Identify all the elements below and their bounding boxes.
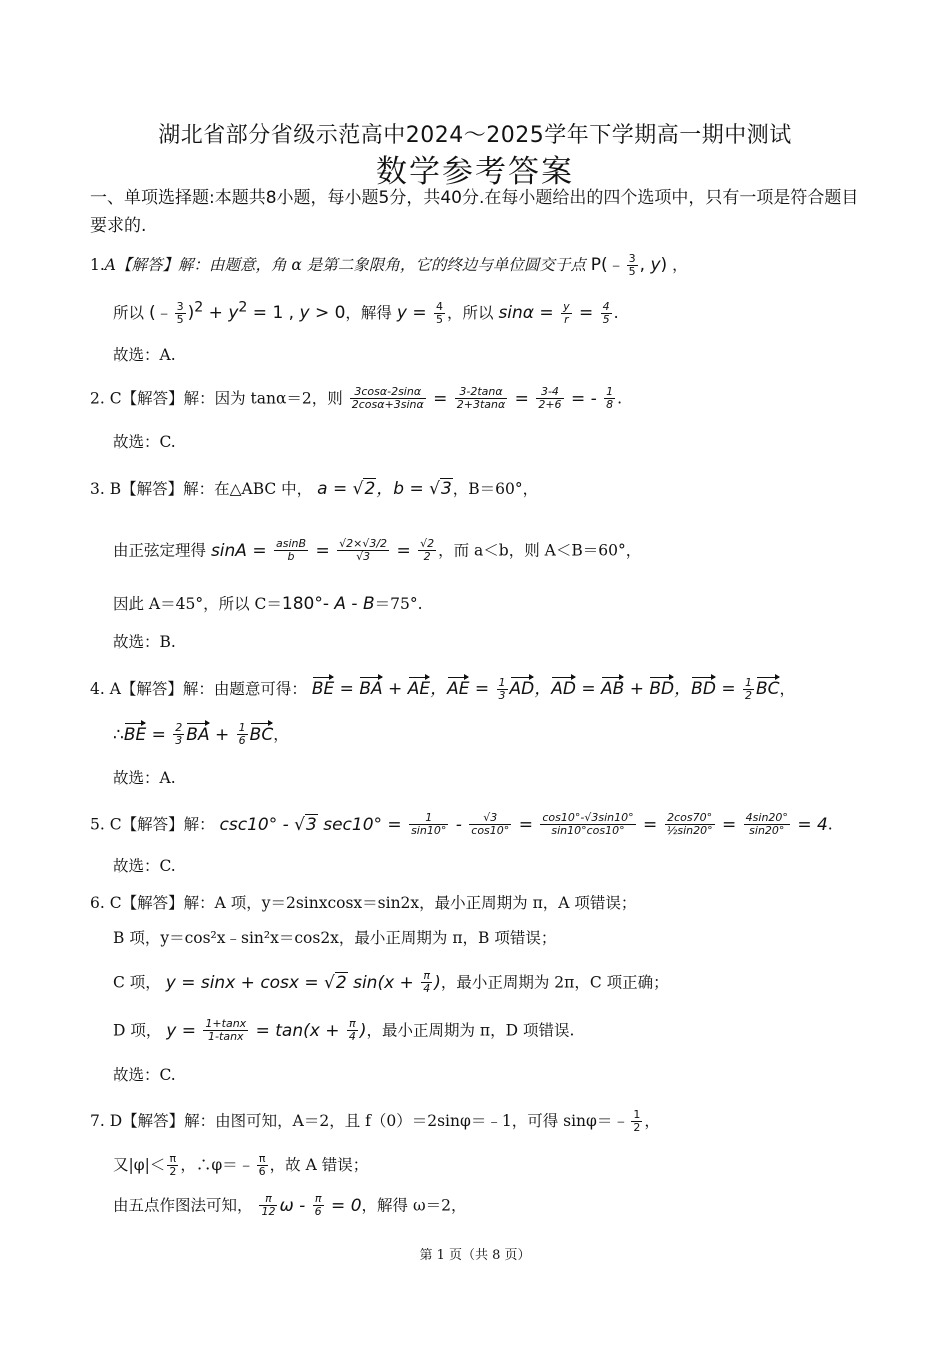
q5-line1: 5. C【解答】解： csc10° - √3 sec10° = $\frac{1}{\sin 10^\circ}$ - $\frac{√3}{\cos 10^\circ}$ = $\frac{\cos 10^\circ-√3\sin 10^\circ}{\sin 10^\circ\cos 10^\circ}$ = $\frac{2\cos 70^\circ}{\text{½sin20°}}$ = $\frac{4\sin 20^\circ}{\sin 20^\circ}$ = 4.: [90, 811, 833, 837]
q4-line2: ∴BE = $\frac{2}{3}$ BA + $\frac{1}{6}$ BC，: [113, 721, 289, 747]
q7-line1: 7. D【解答】解：由图可知，A＝2，且 f（0）＝2sinφ＝﹣1，可得 sinφ＝﹣ $\frac{1}{2}$ ，: [90, 1107, 660, 1134]
q7-line2: 又|φ|＜ $\frac{\pi}{2}$ ，∴φ＝﹣ $\frac{\pi}{6}$ ，故 A 错误；: [113, 1151, 369, 1178]
q1-answer: 故选：A.: [113, 346, 176, 364]
q1-line2: 所以 (﹣ $\frac{3}{5}$ )$^2 + y^2 = 1$ , y > 0，解得 y = $\frac{4}{5}$ ，所以 sinα = $\frac{y}{r}$ = $\frac{4}{5}$ .: [113, 299, 619, 326]
q1-line1: 1.A【解答】解：由题意，角 α 是第二象限角，它的终边与单位圆交于点 P(﹣ $\frac{3}{5}$ , y) ，: [90, 251, 688, 278]
q6-answer: 故选：C.: [113, 1066, 176, 1084]
page-title: 湖北省部分省级示范高中2024～2025学年下学期高一期中测试: [158, 123, 792, 148]
q6-line3: C 项， y = sinx + cosx = √2 sin(x + $\frac{\pi}{4}$ )，最小正周期为 2π，C 项正确；: [113, 969, 669, 995]
q7-line3: 由五点作图法可知， $\frac{\pi}{12}$ ω - $\frac{\pi}{6}$ = 0，解得 ω＝2，: [113, 1192, 467, 1218]
q2-answer: 故选：C.: [113, 433, 176, 451]
page-footer: 第 1 页（共 8 页）: [419, 1248, 531, 1263]
q3-line1: 3. B【解答】解：在△ABC 中， a = √2，b = √3，B＝60°，: [90, 479, 539, 499]
q2-line1: 2. C【解答】解：因为 tanα＝2，则 $\frac{3\cos\alpha-2\sin\alpha}{2\cos\alpha+3\sin\alpha}$ = $\frac{3-2\tan\alpha}{2+3\tan\alpha}$ = $\frac{3-4}{2+6}$ = - $\frac{1}{8}$ .: [90, 385, 623, 411]
q6-line4: D 项， y = $\frac{1+\tan x}{1-\tan x}$ = tan(x + $\frac{\pi}{4}$ )，最小正周期为 π，D 项错误.: [113, 1017, 575, 1043]
q3-line3: 因此 A＝45°，所以 C＝180°- A - B＝75°.: [113, 594, 423, 614]
q5-answer: 故选：C.: [113, 857, 176, 875]
q3-answer: 故选：B.: [113, 633, 176, 651]
q6-line1: 6. C【解答】解：A 项，y＝2sinxcosx＝sin2x，最小正周期为 π，A 项错误；: [90, 894, 637, 912]
q6-line2: B 项，y＝cos²x﹣sin²x＝cos2x，最小正周期为 π，B 项错误；: [113, 929, 557, 947]
page-subtitle: 数学参考答案: [376, 154, 574, 190]
section-heading: 一、单项选择题:本题共8小题，每小题5分，共40分.在每小题给出的四个选项中，只有一项是符合题目要求的.: [90, 188, 859, 236]
q3-line2: 由正弦定理得 sinA = $\frac{asinB}{b}$ = $\frac{√2\times√3/2}{√3}$ = $\frac{√2}{2}$ ，而 a＜b，则 A＜B＝60°，: [113, 537, 642, 563]
q4-line1: 4. A【解答】解：由题意可得： BE = BA + AE，AE = $\frac{1}{3}$ AD，AD = AB + BD，BD = $\frac{1}{2}$ BC，: [90, 675, 796, 702]
q4-answer: 故选：A.: [113, 769, 176, 787]
